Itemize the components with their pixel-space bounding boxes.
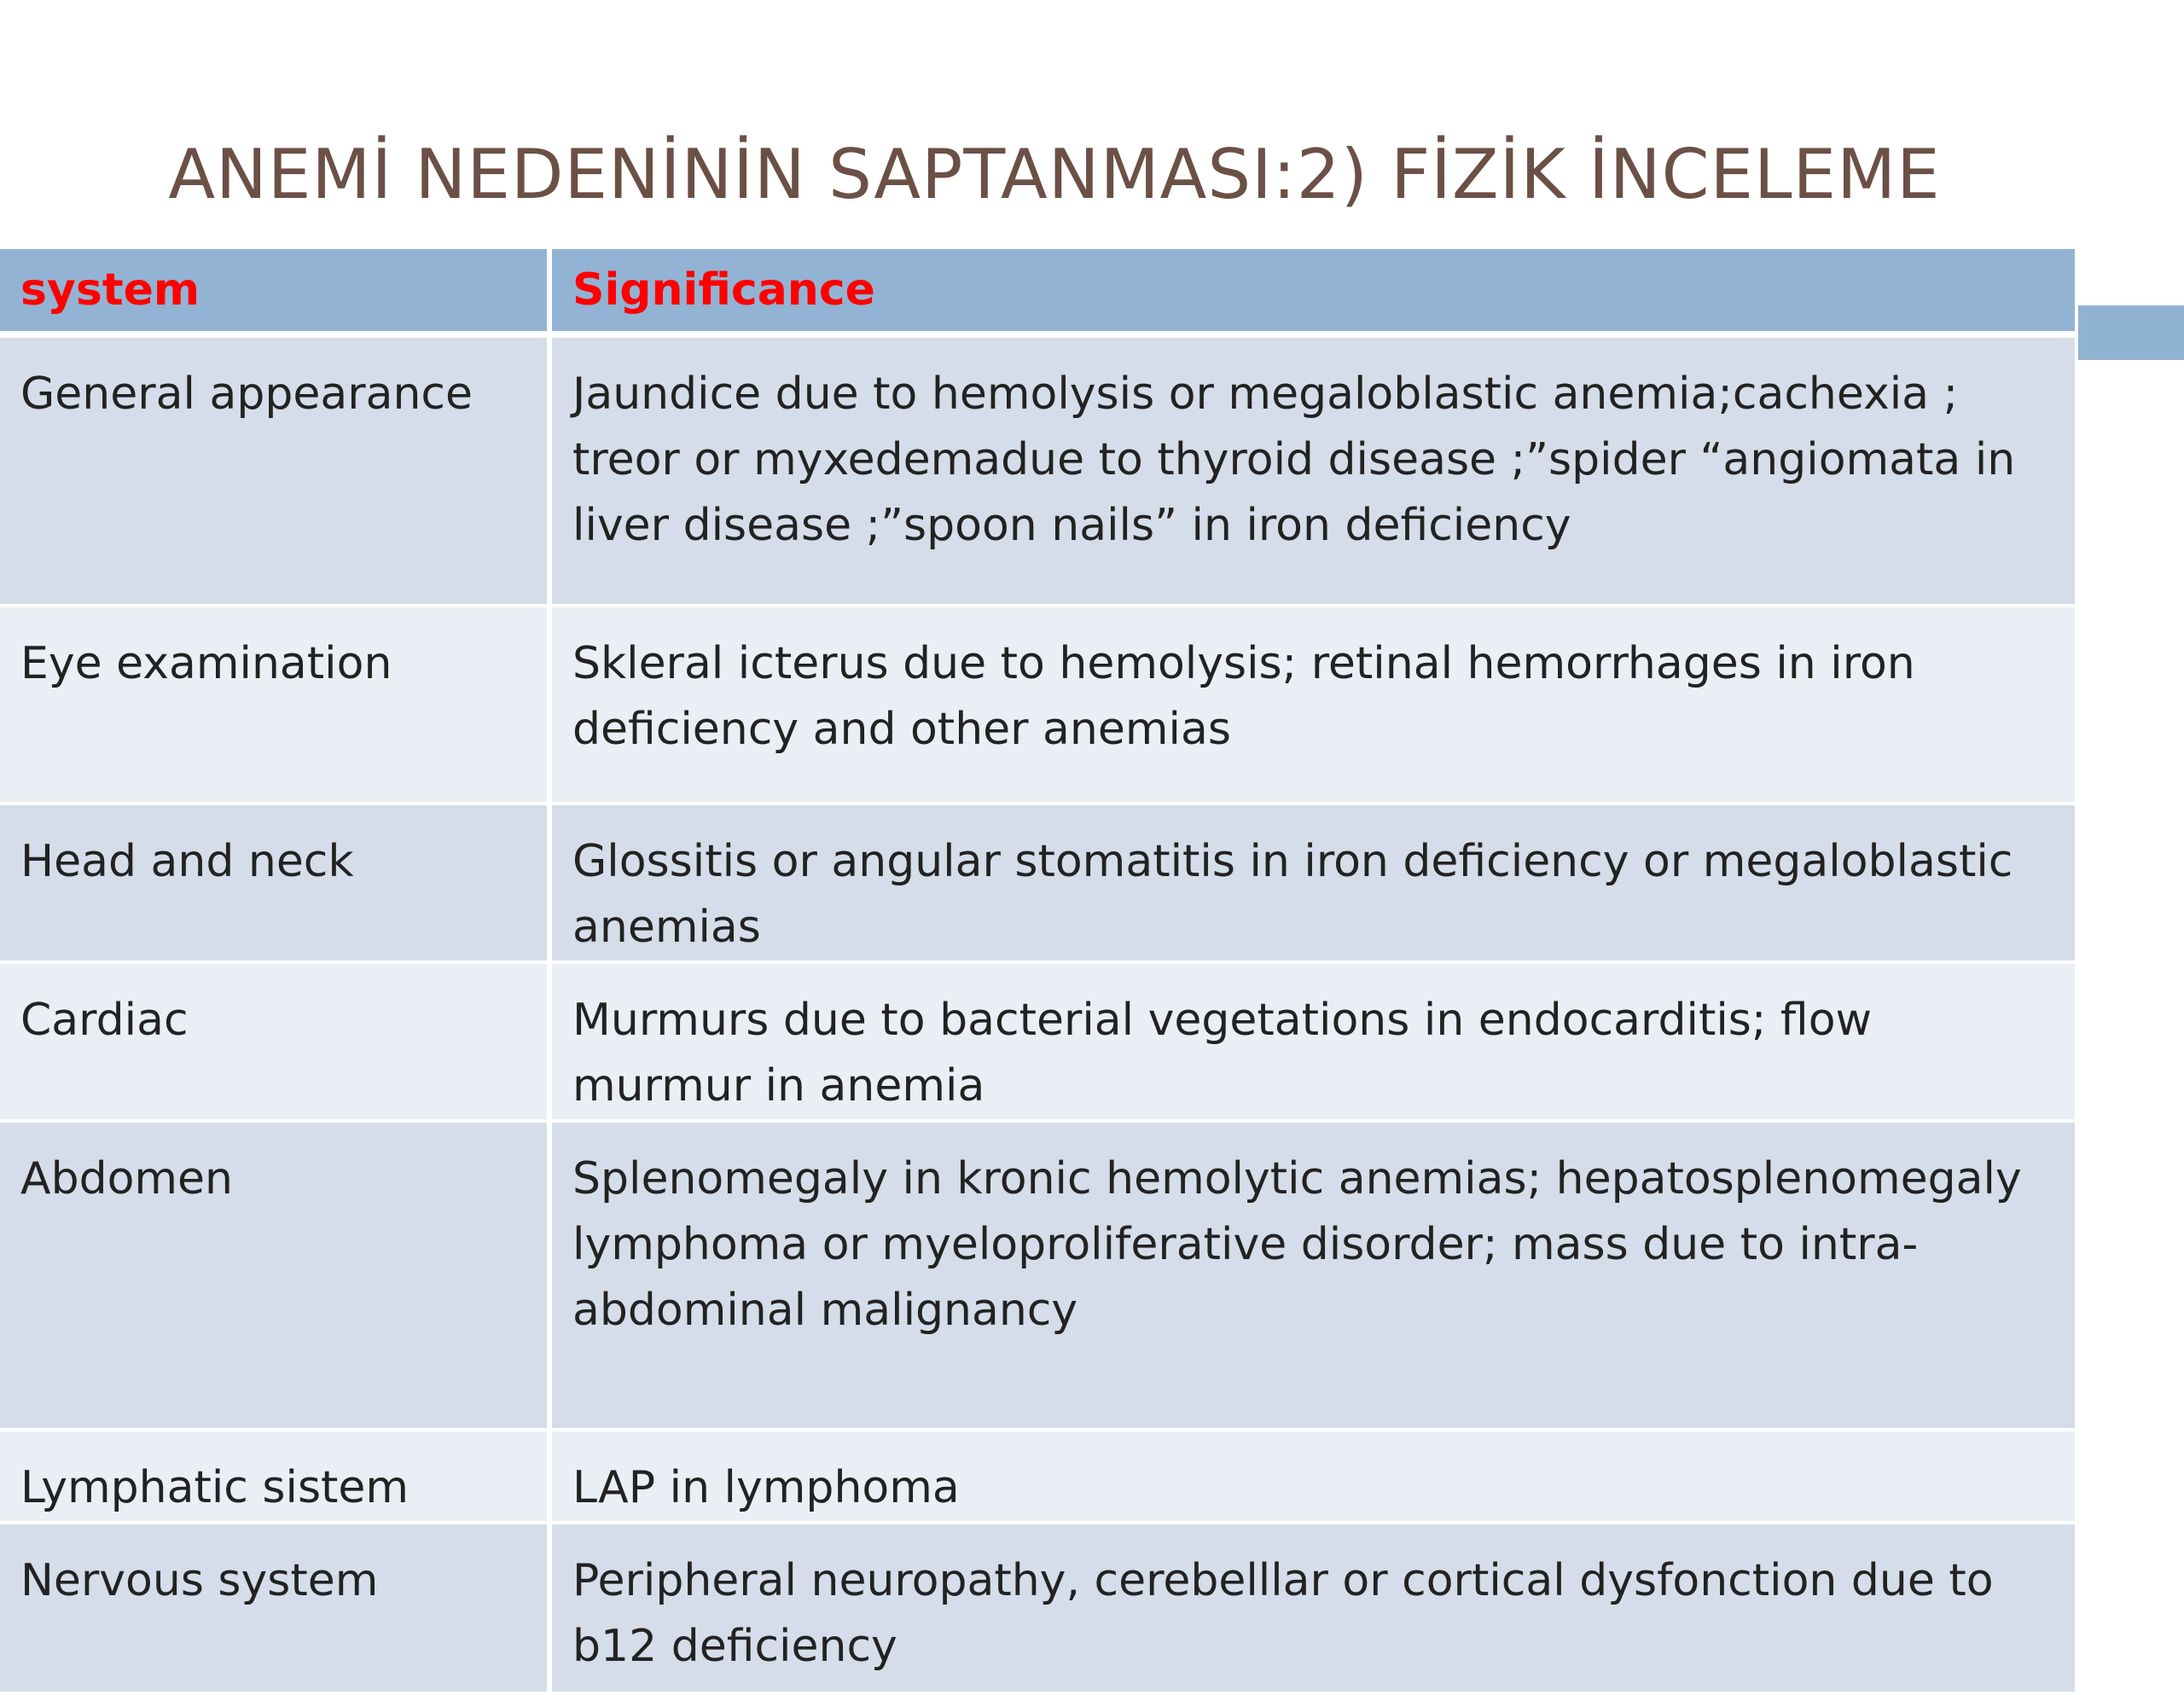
table-row-eye-examination [0, 606, 2075, 804]
table-row-lymphatic-system [0, 1430, 2075, 1523]
cell-system: General appearance [0, 334, 549, 606]
table-row-abdomen [0, 1121, 2075, 1430]
table-row-nervous-system [0, 1523, 2075, 1693]
findings-table-container [0, 249, 2075, 1695]
cell-significance: Splenomegaly in kronic hemolytic anemias; hepatosplenomegaly lymphoma or myeloproliferative disorder; mass due to intra-abdominal malignancy [549, 1121, 2075, 1430]
cell-system: Head and neck [0, 804, 549, 962]
cell-system: Eye examination [0, 606, 549, 804]
cell-significance: Peripheral neuropathy, cerebelllar or cortical dysfonction due to b12 deficiency [549, 1523, 2075, 1693]
cell-significance: Skleral icterus due to hemolysis; retinal hemorrhages in iron deficiency and other anemias [549, 606, 2075, 804]
table-row-head-and-neck [0, 804, 2075, 962]
cell-significance: LAP in lymphoma [549, 1430, 2075, 1523]
cell-system: Abdomen [0, 1121, 549, 1430]
header-system: system [0, 249, 549, 334]
table-header-row [0, 249, 2075, 334]
cell-system: Lymphatic sistem [0, 1430, 549, 1523]
cell-system: Nervous system [0, 1523, 549, 1693]
cell-system: Cardiac [0, 962, 549, 1121]
slide-title: ANEMİ NEDENİNİN SAPTANMASI:2) FİZİK İNCELEME [168, 135, 1941, 214]
cell-significance: Glossitis or angular stomatitis in iron deficiency or megaloblastic anemias [549, 804, 2075, 962]
table-row-general-appearance [0, 334, 2075, 606]
cell-significance: Murmurs due to bacterial vegetations in endocarditis; flow murmur in anemia [549, 962, 2075, 1121]
cell-significance: Jaundice due to hemolysis or megaloblastic anemia;cachexia ; treor or myxedemadue to thyroid disease ;”spider “angiomata in liver disease ;”spoon nails” in iron deficiency [549, 334, 2075, 606]
physical-exam-table [0, 249, 2075, 1695]
header-significance: Significance [549, 249, 2075, 334]
accent-bar [2078, 305, 2184, 360]
table-row-cardiac [0, 962, 2075, 1121]
